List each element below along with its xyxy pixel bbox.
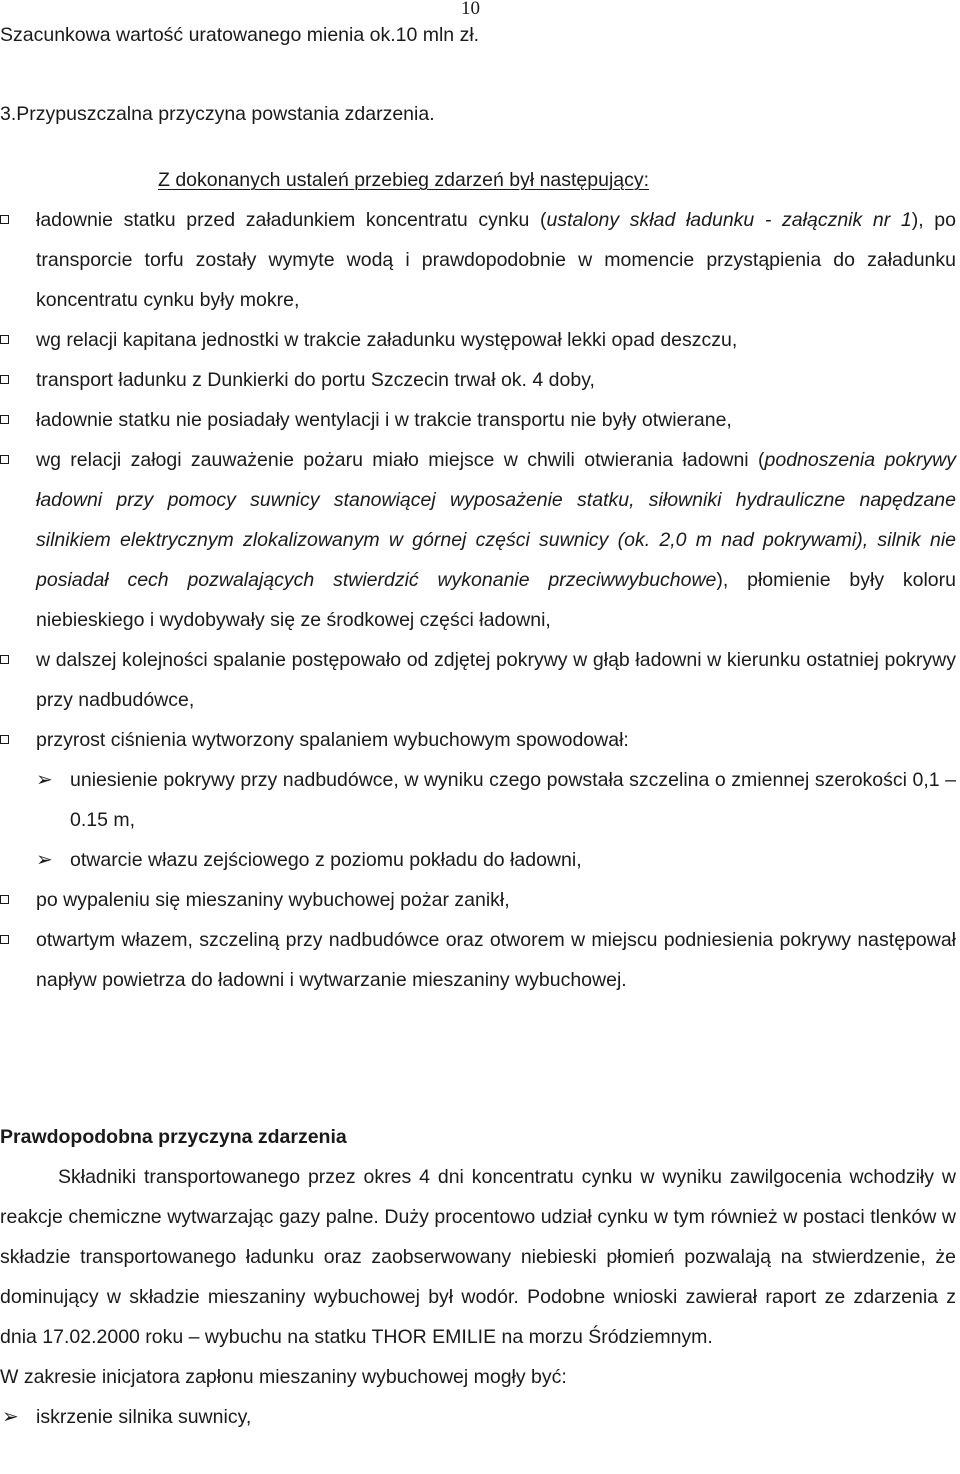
arrowhead-icon: ➢	[2, 1406, 19, 1428]
arrowhead-icon: ➢	[36, 769, 53, 791]
ignition-intro: W zakresie inicjatora zapłonu mieszaniny wybuchowej mogły być:	[0, 1366, 567, 1388]
sub-list-item	[0, 840, 956, 880]
list-item	[0, 320, 956, 360]
checkbox-square-icon	[0, 895, 9, 904]
list-item-text: otwartym włazem, szczeliną przy nadbudówce oraz otworem w miejscu podniesienia pokrywy następował napływ powietrza do ładowni i wytwarzanie mieszaniny wybuchowej.	[36, 929, 956, 991]
ignition-list-item	[0, 1397, 956, 1437]
list-item-text: transport ładunku z Dunkierki do portu Szczecin trwał ok. 4 doby,	[36, 369, 595, 391]
list-item	[0, 400, 956, 440]
cause-paragraph: Składniki transportowanego przez okres 4 dni koncentratu cynku w wyniku zawilgocenia wchodziły w reakcje chemiczne wytwarzając gazy palne. Duży procentowo udział cynku w tym również w postaci tlenków w składzie transportowanego ładunku oraz zaobserwowany niebieski płomień pozwalają na stwierdzenie, że dominujący w składzie mieszaniny wybuchowej był wodór. Podobne wnioski zawierał raport ze zdarzenia z dnia 17.02.2000 roku – wybuchu na statku THOR EMILIE na morzu Śródziemnym.	[0, 1166, 956, 1348]
cause-heading: Prawdopodobna przyczyna zdarzenia	[0, 1126, 347, 1148]
list-item-text: ), po transporcie torfu zostały wymyte wodą i prawdopodobnie w momencie przystąpienia do załadunku koncentratu cynku były mokre,	[36, 209, 957, 311]
list-item	[0, 440, 956, 640]
ignition-item-text: iskrzenie silnika suwnicy,	[36, 1406, 252, 1428]
list-item-italic: podnoszenia pokrywy ładowni przy pomocy suwnicy stanowiącej wyposażenie statku, siłowniki hydrauliczne napędzane silnikiem elektrycznym zlokalizowanym w górnej części suwnicy (ok. 2,0 m nad pokrywami), silnik nie posiadał cech pozwalających stwierdzić wykonanie przeciwwybuchowe	[36, 449, 956, 591]
intro-text: Z dokonanych ustaleń przebieg zdarzeń był następujący:	[158, 169, 650, 191]
page-number: 10	[461, 0, 480, 19]
checkbox-square-icon	[0, 735, 9, 744]
list-item-text: ładownie statku nie posiadały wentylacji i w trakcie transportu nie były otwierane,	[36, 409, 732, 431]
list-item	[0, 920, 956, 1000]
checkbox-square-icon	[0, 215, 9, 224]
section-heading: 3.Przypuszczalna przyczyna powstania zdarzenia.	[0, 103, 435, 125]
list-item	[0, 200, 956, 320]
checkbox-square-icon	[0, 415, 9, 424]
sub-list-item	[0, 760, 956, 840]
list-item-text: w dalszej kolejności spalanie postępowało od zdjętej pokrywy w głąb ładowni w kierunku ostatniej pokrywy przy nadbudówce,	[36, 649, 956, 711]
list-item	[0, 360, 956, 400]
list-item-text: przyrost ciśnienia wytworzony spalaniem wybuchowym spowodował:	[36, 729, 629, 751]
checkbox-square-icon	[0, 335, 9, 344]
list-item-text: po wypaleniu się mieszaniny wybuchowej pożar zanikł,	[36, 889, 510, 911]
list-item-text: wg relacji kapitana jednostki w trakcie załadunku występował lekki opad deszczu,	[36, 329, 738, 351]
sub-list-item-text: uniesienie pokrywy przy nadbudówce, w wyniku czego powstała szczelina o zmiennej szerokości 0,1 – 0.15 m,	[70, 769, 956, 831]
list-item-italic: ustalony skład ładunku - załącznik nr 1	[546, 209, 912, 231]
cause-section	[0, 1117, 956, 1437]
checkbox-square-icon	[0, 455, 9, 464]
event-list	[0, 200, 960, 1000]
checkbox-square-icon	[0, 655, 9, 664]
list-item-text: ), płomienie były koloru niebieskiego i wydobywały się ze środkowej części ładowni,	[36, 569, 956, 631]
arrowhead-icon: ➢	[36, 849, 53, 871]
sub-list-item-text: otwarcie włazu zejściowego z poziomu pokładu do ładowni,	[70, 849, 582, 871]
list-item	[0, 720, 956, 760]
list-item-text: wg relacji załogi zauważenie pożaru miało miejsce w chwili otwierania ładowni (	[36, 449, 765, 471]
checkbox-square-icon	[0, 935, 9, 944]
checkbox-square-icon	[0, 375, 9, 384]
value-line: Szacunkowa wartość uratowanego mienia ok.10 mln zł.	[0, 24, 480, 46]
list-item-text: ładownie statku przed załadunkiem koncentratu cynku (	[36, 209, 547, 231]
list-item	[0, 880, 956, 920]
list-item	[0, 640, 956, 720]
